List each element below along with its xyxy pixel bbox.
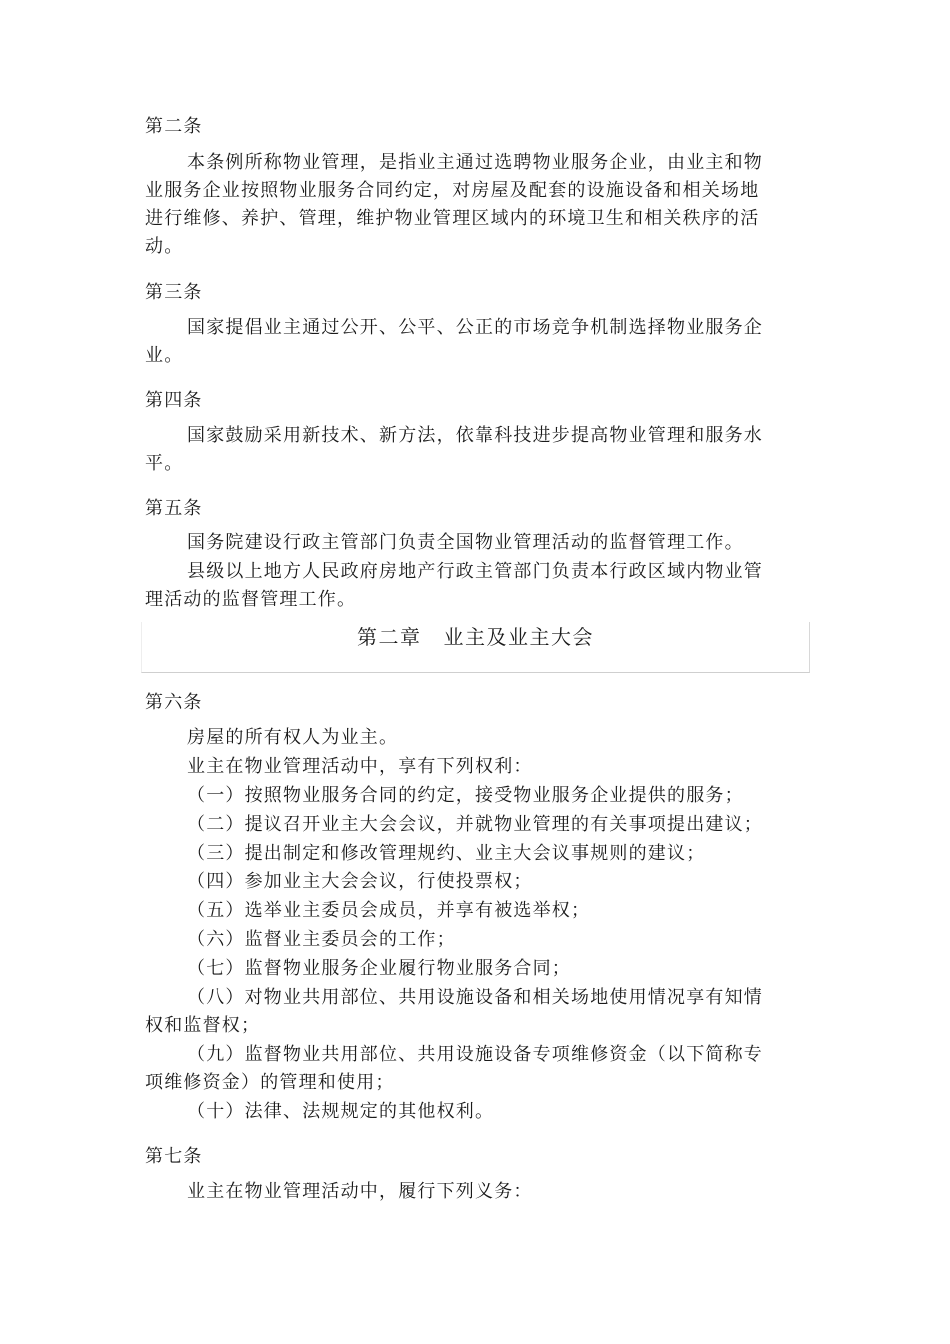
article-list-item: （九）监督物业共用部位、共用设施设备专项维修资金（以下简称专 [187,1044,763,1065]
article-list-item: （十）法律、法规规定的其他权利。 [187,1101,495,1122]
article-heading: 第五条 [145,498,203,519]
article-text-line: 业服务企业按照物业服务合同约定，对房屋及配套的设施设备和相关场地 [145,180,760,201]
article-heading: 第四条 [145,390,203,411]
article-heading: 第六条 [145,692,203,713]
article-list-item: （一）按照物业服务合同的约定，接受物业服务企业提供的服务； [187,785,744,806]
article-text-line: 业主在物业管理活动中，履行下列义务： [187,1181,533,1202]
article-heading: 第二条 [145,116,203,137]
chapter-title [142,624,809,650]
article-list-item: （六）监督业主委员会的工作； [187,929,456,950]
article-list-item: （五）选举业主委员会成员，并享有被选举权； [187,900,591,921]
chapter-number: 第二章 [357,625,422,649]
article-text-line: 进行维修、养护、管理，维护物业管理区域内的环境卫生和相关秩序的活 [145,208,760,229]
article-text-line: 业。 [145,345,184,366]
article-text-line: 业主在物业管理活动中，享有下列权利： [187,756,533,777]
article-list-item: （八）对物业共用部位、共用设施设备和相关场地使用情况享有知情 [187,987,763,1008]
article-text-line: 权和监督权； [145,1015,261,1036]
chapter-name: 业主及业主大会 [443,625,594,649]
article-heading: 第七条 [145,1146,203,1167]
article-list-item: （三）提出制定和修改管理规约、业主大会议事规则的建议； [187,843,706,864]
article-list-item: （二）提议召开业主大会会议，并就物业管理的有关事项提出建议； [187,814,763,835]
article-text-line: 国务院建设行政主管部门负责全国物业管理活动的监督管理工作。 [187,532,744,553]
article-list-item: （七）监督物业服务企业履行物业服务合同； [187,958,571,979]
article-text-line: 本条例所称物业管理，是指业主通过选聘物业服务企业，由业主和物 [187,152,763,173]
article-heading: 第三条 [145,282,203,303]
article-text-line: 县级以上地方人民政府房地产行政主管部门负责本行政区域内物业管 [187,561,763,582]
article-list-item: （四）参加业主大会会议，行使投票权； [187,871,533,892]
article-text-line: 平。 [145,453,184,474]
chapter-heading-box [141,622,810,673]
article-text-line: 国家提倡业主通过公开、公平、公正的市场竞争机制选择物业服务企 [187,317,763,338]
article-text-line: 房屋的所有权人为业主。 [187,727,399,748]
article-text-line: 国家鼓励采用新技术、新方法，依靠科技进步提高物业管理和服务水 [187,425,763,446]
article-text-line: 理活动的监督管理工作。 [145,589,357,610]
article-text-line: 项维修资金）的管理和使用； [145,1072,395,1093]
article-text-line: 动。 [145,236,184,257]
